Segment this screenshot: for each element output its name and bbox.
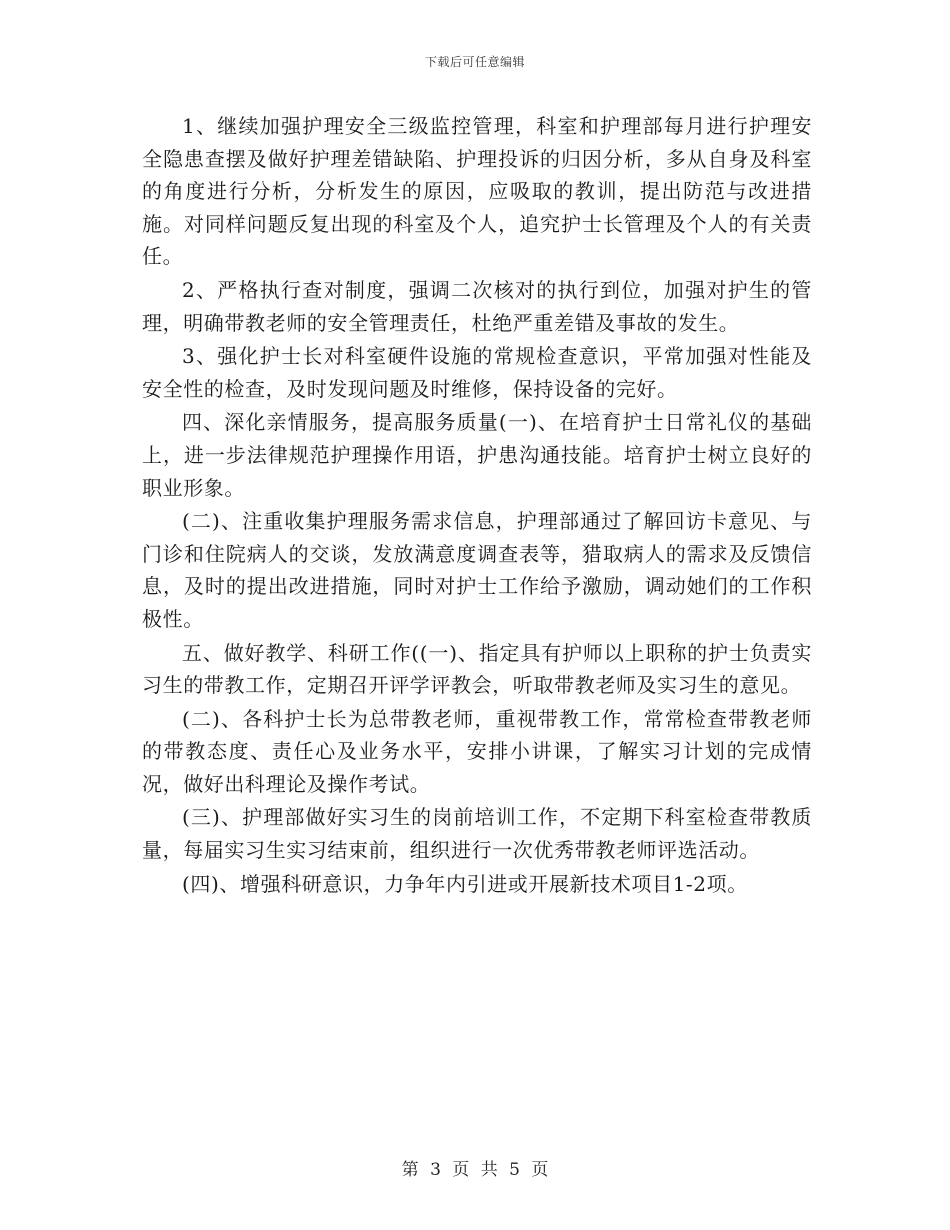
paragraph-4: 四、深化亲情服务，提高服务质量(一)、在培育护士日常礼仪的基础上，进一步法律规范护理操作用语，护患沟通技能。培育护士树立良好的职业形象。 xyxy=(142,410,812,500)
page-number-footer: 第 3 页 共 5 页 xyxy=(401,1160,549,1180)
document-body xyxy=(142,110,812,901)
paragraph-9: (四)、增强科研意识，力争年内引进或开展新技术项目1-2项。 xyxy=(182,871,748,896)
paragraph-1: 1、继续加强护理安全三级监控管理，科室和护理部每月进行护理安全隐患查摆及做好护理差错缺陷、护理投诉的归因分析，多从自身及科室的角度进行分析，分析发生的原因，应吸取的教训，提出防范与改进措施。对同样问题反复出现的科室及个人，追究护士长管理及个人的有关责任。 xyxy=(142,114,812,269)
paragraph-8: (三)、护理部做好实习生的岗前培训工作，不定期下科室检查带教质量，每届实习生实习结束前，组织进行一次优秀带教老师评选活动。 xyxy=(142,805,812,863)
paragraph-5: (二)、注重收集护理服务需求信息，护理部通过了解回访卡意见、与门诊和住院病人的交谈，发放满意度调查表等，猎取病人的需求及反馈信息，及时的提出改进措施，同时对护士工作给予激励，调动她们的工作积极性。 xyxy=(142,509,812,631)
page-header: 下载后可任意编辑 xyxy=(424,55,525,69)
paragraph-6: 五、做好教学、科研工作((一)、指定具有护师以上职称的护士负责实习生的带教工作，定期召开评学评教会，听取带教老师及实习生的意见。 xyxy=(142,640,812,698)
paragraph-3: 3、强化护士长对科室硬件设施的常规检查意识，平常加强对性能及安全性的检查，及时发现问题及时维修，保持设备的完好。 xyxy=(142,344,812,401)
paragraph-7: (二)、各科护士长为总带教老师，重视带教工作，常常检查带教老师的带教态度、责任心及业务水平，安排小讲课，了解实习计划的完成情况，做好出科理论及操作考试。 xyxy=(142,706,812,796)
paragraph-2: 2、严格执行查对制度，强调二次核对的执行到位，加强对护生的管理，明确带教老师的安全管理责任，杜绝严重差错及事故的发生。 xyxy=(142,277,812,335)
